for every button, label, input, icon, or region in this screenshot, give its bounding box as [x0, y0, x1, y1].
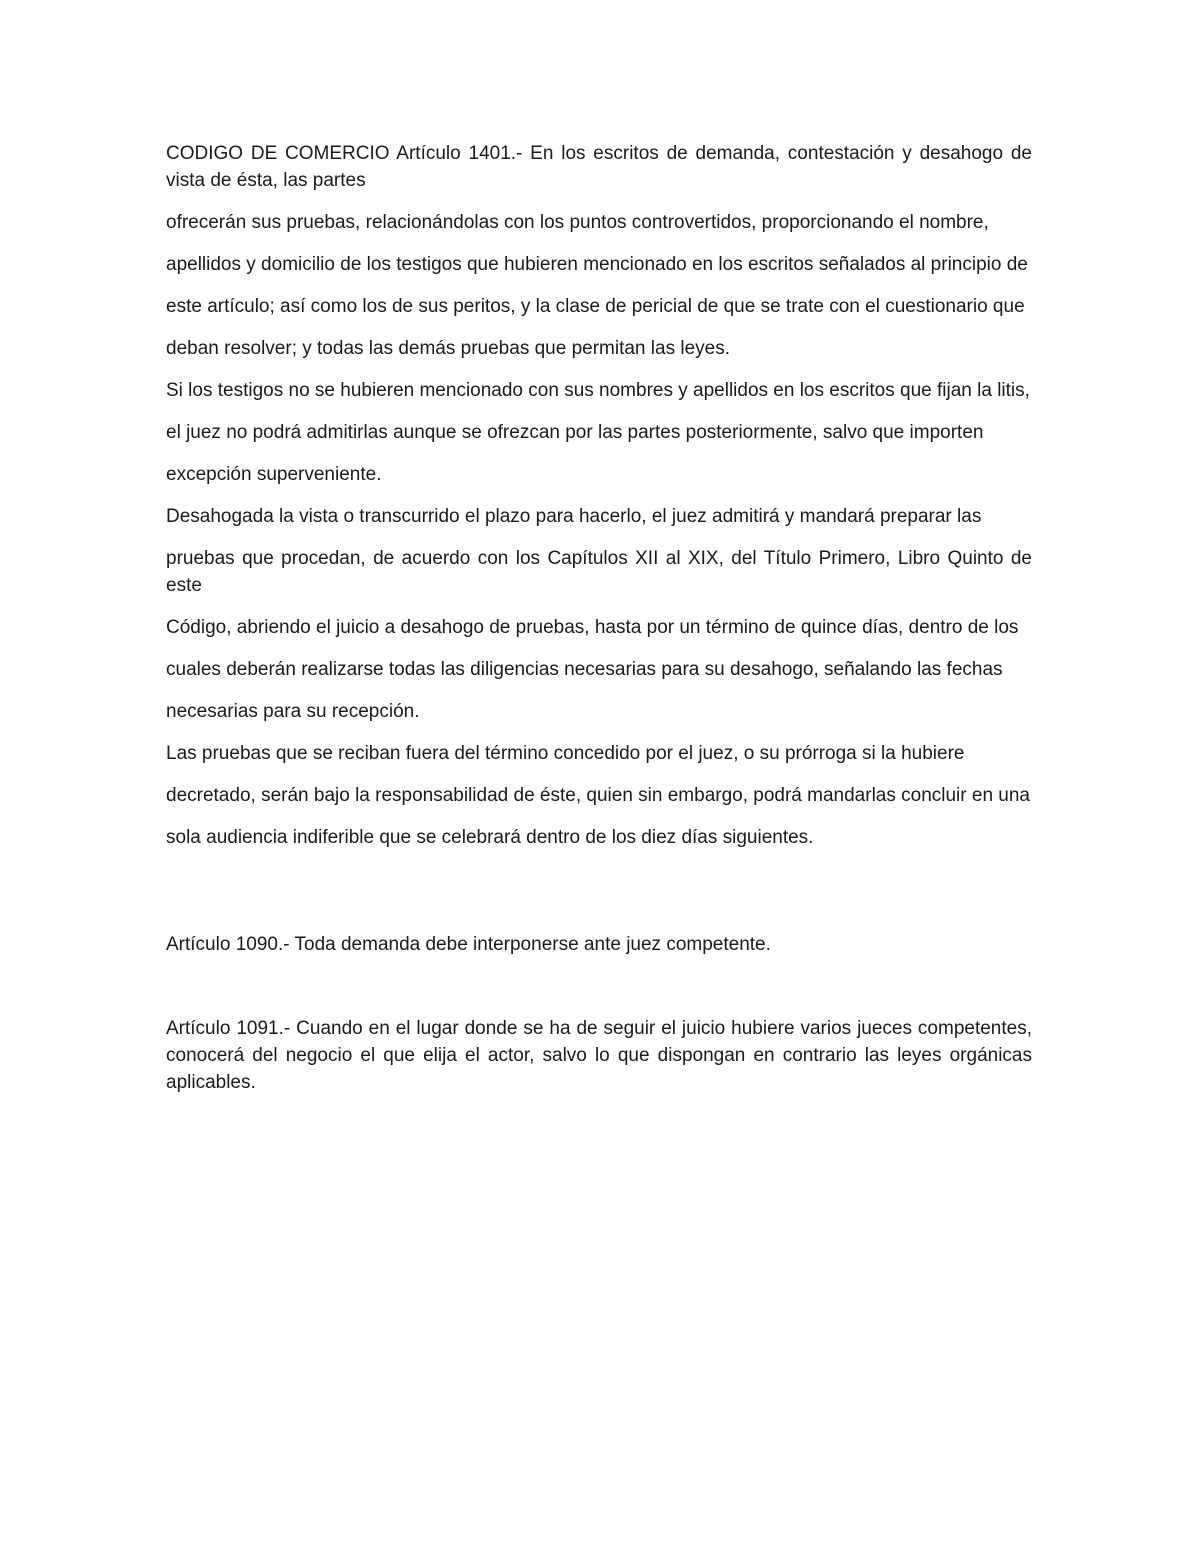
paragraph: Si los testigos no se hubieren mencionado con sus nombres y apellidos en los escritos que fijan la litis, [166, 380, 1030, 401]
paragraph: pruebas que procedan, de acuerdo con los Capítulos XII al XIX, del Título Primero, Libro Quinto de este [166, 548, 1032, 596]
paragraph: Desahogada la vista o transcurrido el plazo para hacerlo, el juez admitirá y mandará preparar las [166, 506, 982, 527]
paragraph: Las pruebas que se reciban fuera del término concedido por el juez, o su prórroga si la hubiere [166, 743, 965, 764]
paragraph: sola audiencia indiferible que se celebrará dentro de los diez días siguientes. [166, 827, 814, 848]
paragraph: deban resolver; y todas las demás pruebas que permitan las leyes. [166, 338, 730, 359]
paragraph: Código, abriendo el juicio a desahogo de pruebas, hasta por un término de quince días, dentro de los [166, 617, 1019, 638]
paragraph: este artículo; así como los de sus peritos, y la clase de pericial de que se trate con el cuestionario que [166, 296, 1025, 317]
document-body [166, 140, 1032, 1111]
paragraph: CODIGO DE COMERCIO Artículo 1401.- En los escritos de demanda, contestación y desahogo de vista de ésta, las partes [166, 143, 1032, 191]
paragraph: apellidos y domicilio de los testigos que hubieren mencionado en los escritos señalados al principio de [166, 254, 1028, 275]
paragraph: cuales deberán realizarse todas las diligencias necesarias para su desahogo, señalando las fechas [166, 659, 1003, 680]
paragraph: excepción superveniente. [166, 464, 382, 485]
paragraph: ofrecerán sus pruebas, relacionándolas con los puntos controvertidos, proporcionando el nombre, [166, 212, 989, 233]
blank-space [166, 866, 1032, 931]
paragraph: necesarias para su recepción. [166, 701, 420, 722]
paragraph: decretado, serán bajo la responsabilidad de éste, quien sin embargo, podrá mandarlas concluir en una [166, 785, 1030, 806]
article-1090: Artículo 1090.- Toda demanda debe interponerse ante juez competente. [166, 934, 771, 955]
blank-space [166, 973, 1032, 1015]
article-1091: Artículo 1091.- Cuando en el lugar donde se ha de seguir el juicio hubiere varios jueces competentes, conocerá del negocio el que elija el actor, salvo lo que dispongan en contrario las leyes orgánicas aplicables. [166, 1018, 1032, 1093]
paragraph: el juez no podrá admitirlas aunque se ofrezcan por las partes posteriormente, salvo que importen [166, 422, 984, 443]
